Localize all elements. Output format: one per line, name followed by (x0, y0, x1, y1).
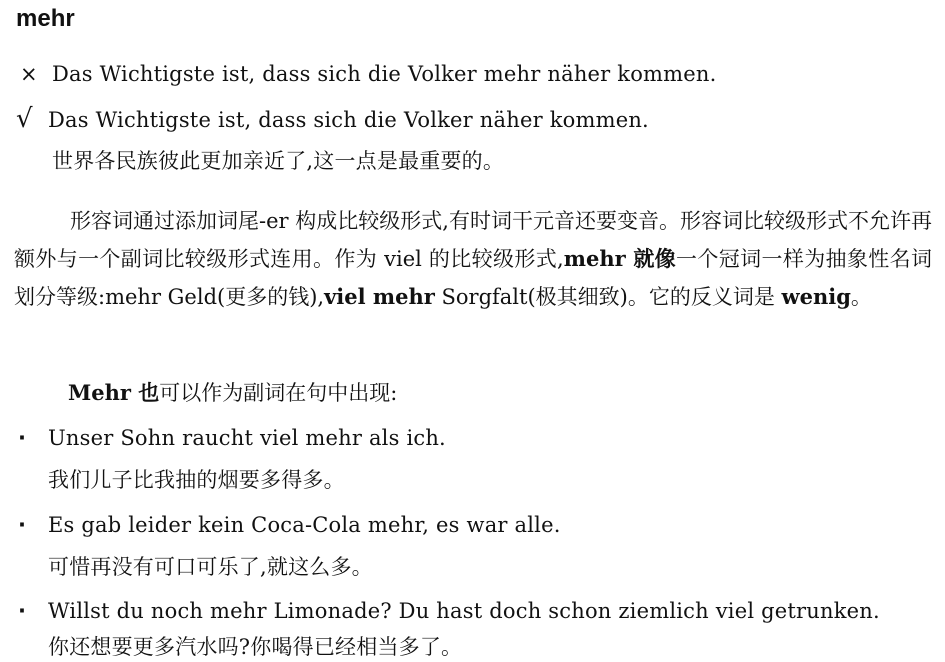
wrong-example-text: Das Wichtigste ist, dass sich die Volker mehr näher kommen. (52, 62, 717, 86)
adverb-note-bold: Mehr 也 (68, 380, 160, 405)
paragraph-part-7: 。 (850, 285, 872, 309)
example-chinese: 我们儿子比我抽的烟要多得多。 (48, 468, 345, 492)
paragraph-part-4: viel mehr (324, 284, 435, 309)
bullet-icon: · (18, 426, 27, 450)
example-chinese: 可惜再没有可口可乐了,就这么多。 (48, 555, 373, 579)
paragraph-part-6: wenig (781, 284, 851, 309)
paragraph-part-1: 形容词通过添加词尾-er 构成比较级形式,有时词干元音还要变音。形容词比较级形式不允许再额外与一个副词比较级形式连用。作为 viel 的比较级形式, (14, 209, 932, 271)
adverb-note-text: 可以作为副词在句中出现: (159, 381, 398, 405)
explanation-paragraph (14, 202, 932, 316)
paragraph-part-2: mehr 就像 (563, 246, 677, 271)
adverb-note (68, 378, 397, 408)
paragraph-part-3: 一个冠词一样为抽象性名词划分等级:mehr Geld(更多的钱), (14, 247, 932, 309)
example-german-text: Es gab leider kein Coca-Cola mehr, es war alle. (48, 513, 561, 537)
entry-heading: mehr (16, 5, 75, 32)
example-german (18, 596, 880, 626)
bullet-icon: · (18, 513, 27, 537)
example-german-text: Willst du noch mehr Limonade? Du hast doch schon ziemlich viel getrunken. (48, 599, 880, 623)
correct-example (16, 104, 649, 135)
check-icon: √ (16, 104, 33, 134)
paragraph-part-5: Sorgfalt(极其细致)。它的反义词是 (434, 285, 782, 309)
bullet-icon: · (18, 599, 27, 623)
wrong-example (20, 59, 717, 89)
correct-example-text: Das Wichtigste ist, dass sich die Volker näher kommen. (48, 108, 649, 132)
example-german-text: Unser Sohn raucht viel mehr als ich. (48, 426, 446, 450)
cross-icon: × (20, 62, 38, 86)
example-chinese: 你还想要更多汽水吗?你喝得已经相当多了。 (48, 635, 463, 659)
example-german (18, 423, 446, 453)
correct-example-translation: 世界各民族彼此更加亲近了,这一点是最重要的。 (52, 149, 505, 173)
example-german (18, 510, 561, 540)
